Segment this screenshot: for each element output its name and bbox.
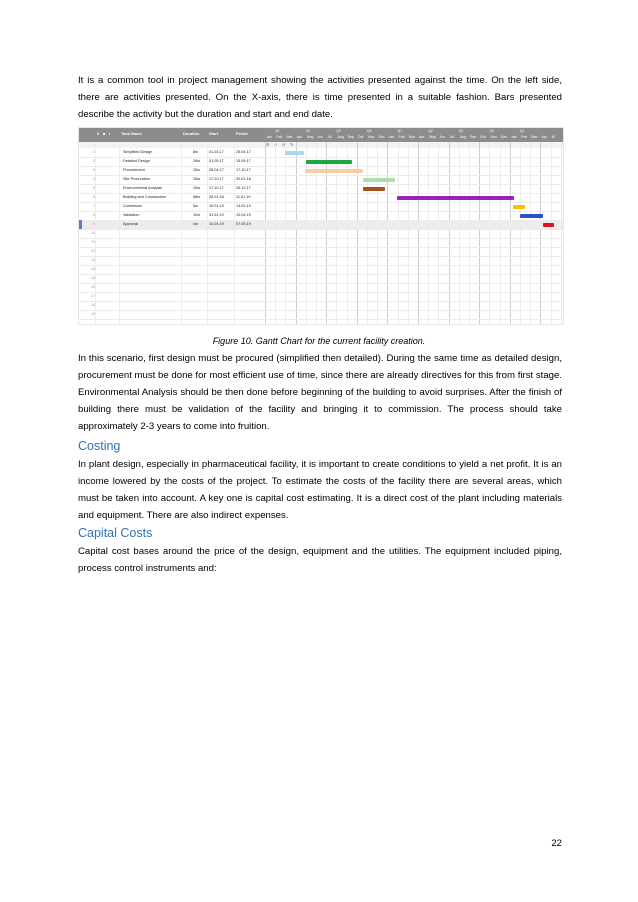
gantt-task-finish: 20.01.18 <box>236 177 251 181</box>
gantt-task-finish: 15.09.17 <box>236 159 251 163</box>
gantt-month-label: Mar <box>408 135 415 139</box>
gantt-row-number: 18 <box>91 303 95 307</box>
gantt-row-number: 13 <box>91 258 95 262</box>
gantt-header-icon: ■ <box>103 131 106 136</box>
gantt-col-finish: Finish <box>236 131 248 136</box>
gantt-month-label: Dec <box>378 135 385 139</box>
gantt-month-label: Sep <box>347 135 354 139</box>
gantt-month-label: Sep <box>470 135 477 139</box>
gantt-month-label: Dec <box>500 135 507 139</box>
gear-icon: ⚙ <box>266 142 270 147</box>
scenario-paragraph: In this scenario, first design must be procured (simplified then detailed). During the same time as detailed design, procurement must be done for most efficient use of time, since there are already directives for this from first stage. Environmental Analysis should be then done before beginning of the building to avoid surprises. After the finish of building there must be validation of the facility and bringing it to commission. The process should take approximately 2-3 years to come into fruition. <box>78 353 562 432</box>
gantt-quarter-label: Q3 <box>336 129 341 133</box>
gantt-task-finish: 10.04.19 <box>236 213 251 217</box>
gantt-task-start: 31.01.19 <box>209 213 224 217</box>
gantt-month-label: May <box>306 135 314 139</box>
gantt-task-bar[interactable] <box>513 205 525 209</box>
gantt-quarter-label: Q1 <box>275 129 280 133</box>
gantt-task-bar[interactable] <box>363 178 395 182</box>
gantt-month-label: M <box>551 135 555 139</box>
figure-caption: Figure 10. Gantt Chart for the current facility creation. <box>212 336 426 346</box>
gantt-month-label: May <box>429 135 436 139</box>
gantt-task-duration: 5w <box>193 204 198 208</box>
gantt-task-name: Simplified Design <box>123 150 153 154</box>
gantt-row-number: 4 <box>93 177 95 181</box>
gantt-task-start: 01.05.17 <box>209 159 224 163</box>
gantt-task-duration: 28w <box>193 159 200 163</box>
gantt-task-name: Approval <box>123 222 138 226</box>
gantt-task-bar[interactable] <box>306 160 352 164</box>
gantt-col-task-name: Task Name <box>121 131 142 136</box>
gantt-task-start: 17.10.17 <box>209 186 224 190</box>
gantt-row-number: 8 <box>93 213 95 217</box>
gantt-task-start: 28.04.17 <box>209 168 224 172</box>
gantt-month-label: Mar <box>531 135 538 139</box>
gantt-month-label: Nov <box>490 135 497 139</box>
capital-costs-heading: Capital Costs <box>78 526 153 540</box>
gantt-header-icon: 0 <box>97 131 100 136</box>
gantt-task-finish: 11.01.19 <box>236 195 251 199</box>
gantt-month-label: Oct <box>480 135 486 139</box>
gantt-month-label: Feb <box>398 135 405 139</box>
gantt-task-name: Procurement <box>123 168 145 172</box>
gantt-month-label: Jun <box>439 135 446 139</box>
gantt-col-duration: Duration <box>183 131 200 136</box>
gantt-task-name: Site Procuration <box>123 177 151 181</box>
gantt-month-label: Feb <box>276 135 283 139</box>
gantt-task-bar[interactable] <box>543 223 553 227</box>
gantt-quarter-label: Q4 <box>489 129 494 133</box>
zoom-out-icon: ⊖ <box>282 142 286 147</box>
gantt-task-bar[interactable] <box>305 169 363 173</box>
gantt-task-duration: 4w <box>193 222 198 226</box>
gantt-month-label: Feb <box>521 135 528 139</box>
gantt-task-start: 28.01.18 <box>209 195 224 199</box>
gantt-task-start: 17.10.17 <box>209 177 224 181</box>
gantt-task-bar[interactable] <box>520 214 543 218</box>
gantt-row-number: 14 <box>91 267 95 271</box>
gantt-selected-row-indicator <box>79 220 82 229</box>
gantt-task-bar[interactable] <box>285 151 303 155</box>
gantt-quarter-label: Q4 <box>366 129 372 133</box>
gantt-month-label: Apr <box>419 135 425 139</box>
gantt-task-start: 10.04.19 <box>209 222 224 226</box>
gantt-empty-row[interactable] <box>79 310 563 320</box>
gantt-month-label: Aug <box>337 135 344 139</box>
gantt-month-label: Apr <box>296 135 303 139</box>
gantt-header <box>79 128 563 142</box>
gantt-task-duration: 10w <box>193 213 200 217</box>
gantt-task-bar[interactable] <box>363 187 385 191</box>
gantt-row-number: 7 <box>93 204 95 208</box>
gantt-month-label: Apr <box>541 135 547 139</box>
gantt-task-name: Building and Construction <box>123 195 167 199</box>
gantt-row-number: 11 <box>91 240 95 244</box>
gantt-month-label: Jan <box>388 135 395 139</box>
pencil-icon: ✎ <box>290 142 294 147</box>
costing-paragraph: In plant design, especially in pharmaceutical facility, it is important to create conditions to yield a net profit. It is an income lowered by the costs of the project. To estimate the costs of the facility there are several areas, which must be taken into account. A key one is capital cost estimating. It is a direct cost of the plant including materials and equipment. There are also indirect expenses. <box>78 459 562 521</box>
gantt-task-bar[interactable] <box>397 196 514 200</box>
gantt-task-finish: 25.04.17 <box>236 150 251 154</box>
gantt-task-name: Commision <box>123 204 142 208</box>
intro-paragraph: It is a common tool in project management showing the activities presented against the time. On the left side, there are activities presented. On the X-axis, there is time presented in a suitable fashion. Bars presented describe the activity but the duration and start and end date. <box>78 75 562 120</box>
gantt-row-number: 19 <box>91 312 95 316</box>
gantt-task-duration: 15w <box>193 177 200 181</box>
gantt-row-number: 3 <box>93 168 95 172</box>
gantt-month-label: Oct <box>357 135 364 139</box>
gantt-row-number: 16 <box>91 285 95 289</box>
gantt-row-number: 15 <box>91 276 95 280</box>
gantt-month-label: Aug <box>459 135 467 139</box>
gantt-month-label: Nov <box>368 135 375 139</box>
zoom-in-icon: ⊕ <box>274 142 278 147</box>
gantt-col-start: Start <box>209 131 219 136</box>
gantt-row-number: 12 <box>91 249 95 253</box>
gantt-month-label: Jan <box>510 135 517 139</box>
gantt-task-duration: 8w <box>193 150 198 154</box>
gantt-month-label: Jan <box>266 135 272 139</box>
gantt-quarter-label: Q2 <box>305 129 311 133</box>
gantt-month-label: Jul <box>449 135 455 139</box>
gantt-task-name: Detailed Design <box>123 159 150 163</box>
gantt-task-duration: 25w <box>193 168 200 172</box>
costing-heading: Costing <box>78 439 121 453</box>
gantt-quarter-label: Q1 <box>397 129 403 133</box>
gantt-row-number: 10 <box>91 231 95 235</box>
gantt-task-finish: 14.02.19 <box>236 204 251 208</box>
page-number: 22 <box>551 838 562 849</box>
capital-costs-paragraph: Capital cost bases around the price of the design, equipment and the utilities. The equipment included piping, process control instruments and: <box>78 546 562 574</box>
gantt-row-number: 6 <box>93 195 95 199</box>
gantt-task-finish: 25.12.17 <box>236 186 251 190</box>
gantt-chart-figure <box>78 127 564 325</box>
gantt-quarter-label: Q3 <box>458 129 464 133</box>
gantt-row-number: 17 <box>91 294 95 298</box>
gantt-quarter-label: Q2 <box>428 129 433 133</box>
gantt-row-number: 2 <box>93 159 95 163</box>
gantt-task-start: 10.01.19 <box>209 204 224 208</box>
gantt-month-label: Jun <box>317 135 323 139</box>
gantt-task-duration: 10w <box>193 186 200 190</box>
gantt-month-label: Mar <box>286 135 293 139</box>
gantt-task-finish: 07.05.19 <box>236 222 251 226</box>
gantt-month-label: Jul <box>327 135 332 139</box>
gantt-row-number: 5 <box>93 186 95 190</box>
gantt-task-start: 01.03.17 <box>209 150 224 154</box>
gantt-task-finish: 17.10.17 <box>236 168 251 172</box>
gantt-task-name: Validation <box>123 213 140 217</box>
gantt-quarter-label: Q1 <box>519 129 525 133</box>
gantt-row-number: 9 <box>93 222 95 226</box>
gantt-row-number: 1 <box>93 150 95 154</box>
gantt-task-name: Environmental Analysis <box>123 186 163 190</box>
gantt-task-duration: 58w <box>193 195 200 199</box>
gantt-header-icon: i <box>109 131 111 136</box>
